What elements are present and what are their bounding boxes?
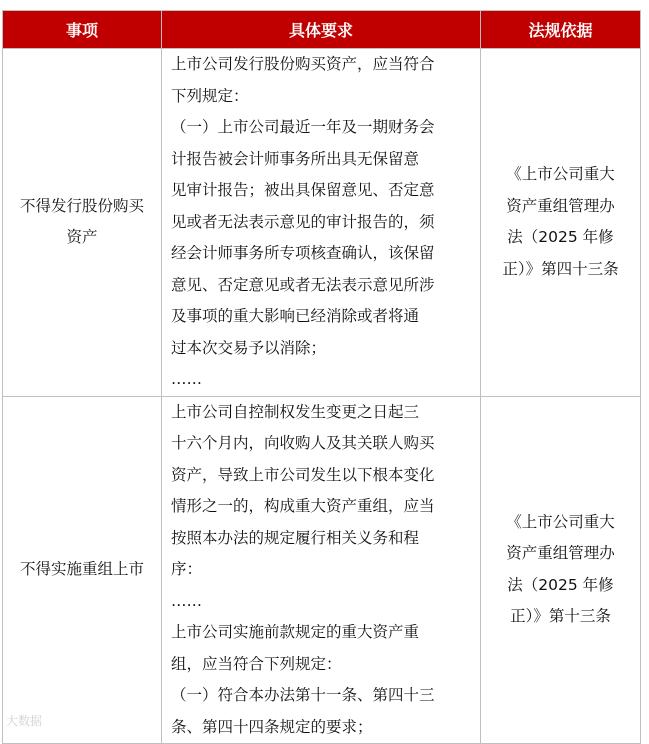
- requirement-line: 下列规定：: [170, 86, 249, 105]
- requirement-line: 见或者无法表示意见的审计报告的，须: [170, 212, 435, 231]
- item-cell: [3, 396, 162, 744]
- requirement-line: 上市公司发行股份购买资产，应当符合: [170, 55, 435, 73]
- requirement-line: 及事项的重大影响已经消除或者将通: [170, 307, 419, 325]
- requirement-line: 过本次交易予以消除；: [170, 338, 326, 357]
- item-cell: [3, 49, 162, 397]
- table-header-row: [3, 11, 641, 49]
- table-row: [3, 49, 641, 397]
- basis-cell: [480, 396, 640, 744]
- basis-cell: [480, 49, 640, 397]
- basis-line: 资产重组管理办: [506, 544, 615, 563]
- requirement-line: ……: [170, 591, 202, 610]
- basis-line: 法（2025 年修: [507, 228, 614, 247]
- requirement-line: 条、第四十四条规定的要求；: [170, 717, 373, 736]
- requirement-line: 上市公司自控制权发生变更之日起三: [170, 402, 419, 421]
- requirement-line: 资产，导致上市公司发生以下根本变化: [170, 465, 435, 484]
- item-line: 不得发行股份购买: [19, 196, 144, 215]
- requirement-line: 情形之一的，构成重大资产重组，应当: [170, 497, 435, 515]
- requirement-line: 经会计师事务所专项核查确认，该保留: [170, 244, 435, 262]
- requirement-cell: [161, 396, 480, 744]
- watermark: 大数据: [6, 714, 43, 728]
- requirement-line: 十六个月内，向收购人及其关联人购买: [170, 434, 435, 452]
- header-basis: 法规依据: [480, 11, 640, 49]
- regulation-table: [2, 10, 641, 744]
- basis-line: 正）》第十三条: [510, 607, 611, 626]
- item-line: 资产: [66, 228, 98, 247]
- basis-line: 《上市公司重大: [506, 512, 615, 531]
- requirement-line: 见审计报告；被出具保留意见、否定意: [170, 181, 435, 199]
- header-requirement: 具体要求: [161, 11, 480, 49]
- requirement-line: 计报告被会计师事务所出具无保留意: [170, 149, 419, 168]
- basis-line: 《上市公司重大: [506, 165, 615, 184]
- requirement-line: 上市公司实施前款规定的重大资产重: [170, 623, 419, 641]
- requirement-cell: [161, 49, 480, 397]
- item-line: 不得实施重组上市: [19, 560, 144, 578]
- requirement-line: 序：: [170, 560, 202, 578]
- requirement-line: （一）符合本办法第十一条、第四十三: [170, 686, 435, 704]
- basis-line: 正）》第四十三条: [502, 259, 619, 278]
- table-row: [3, 396, 641, 744]
- requirement-line: （一）上市公司最近一年及一期财务会: [170, 118, 435, 136]
- requirement-line: 按照本办法的规定履行相关义务和程: [170, 528, 419, 547]
- basis-line: 资产重组管理办: [506, 196, 615, 215]
- requirement-line: ……: [170, 370, 202, 388]
- requirement-line: 组，应当符合下列规定：: [170, 654, 342, 673]
- header-item: 事项: [3, 11, 162, 49]
- top-margin: [0, 0, 649, 10]
- requirement-line: 意见、否定意见或者无法表示意见所涉: [170, 275, 435, 294]
- basis-line: 法（2025 年修: [507, 575, 614, 594]
